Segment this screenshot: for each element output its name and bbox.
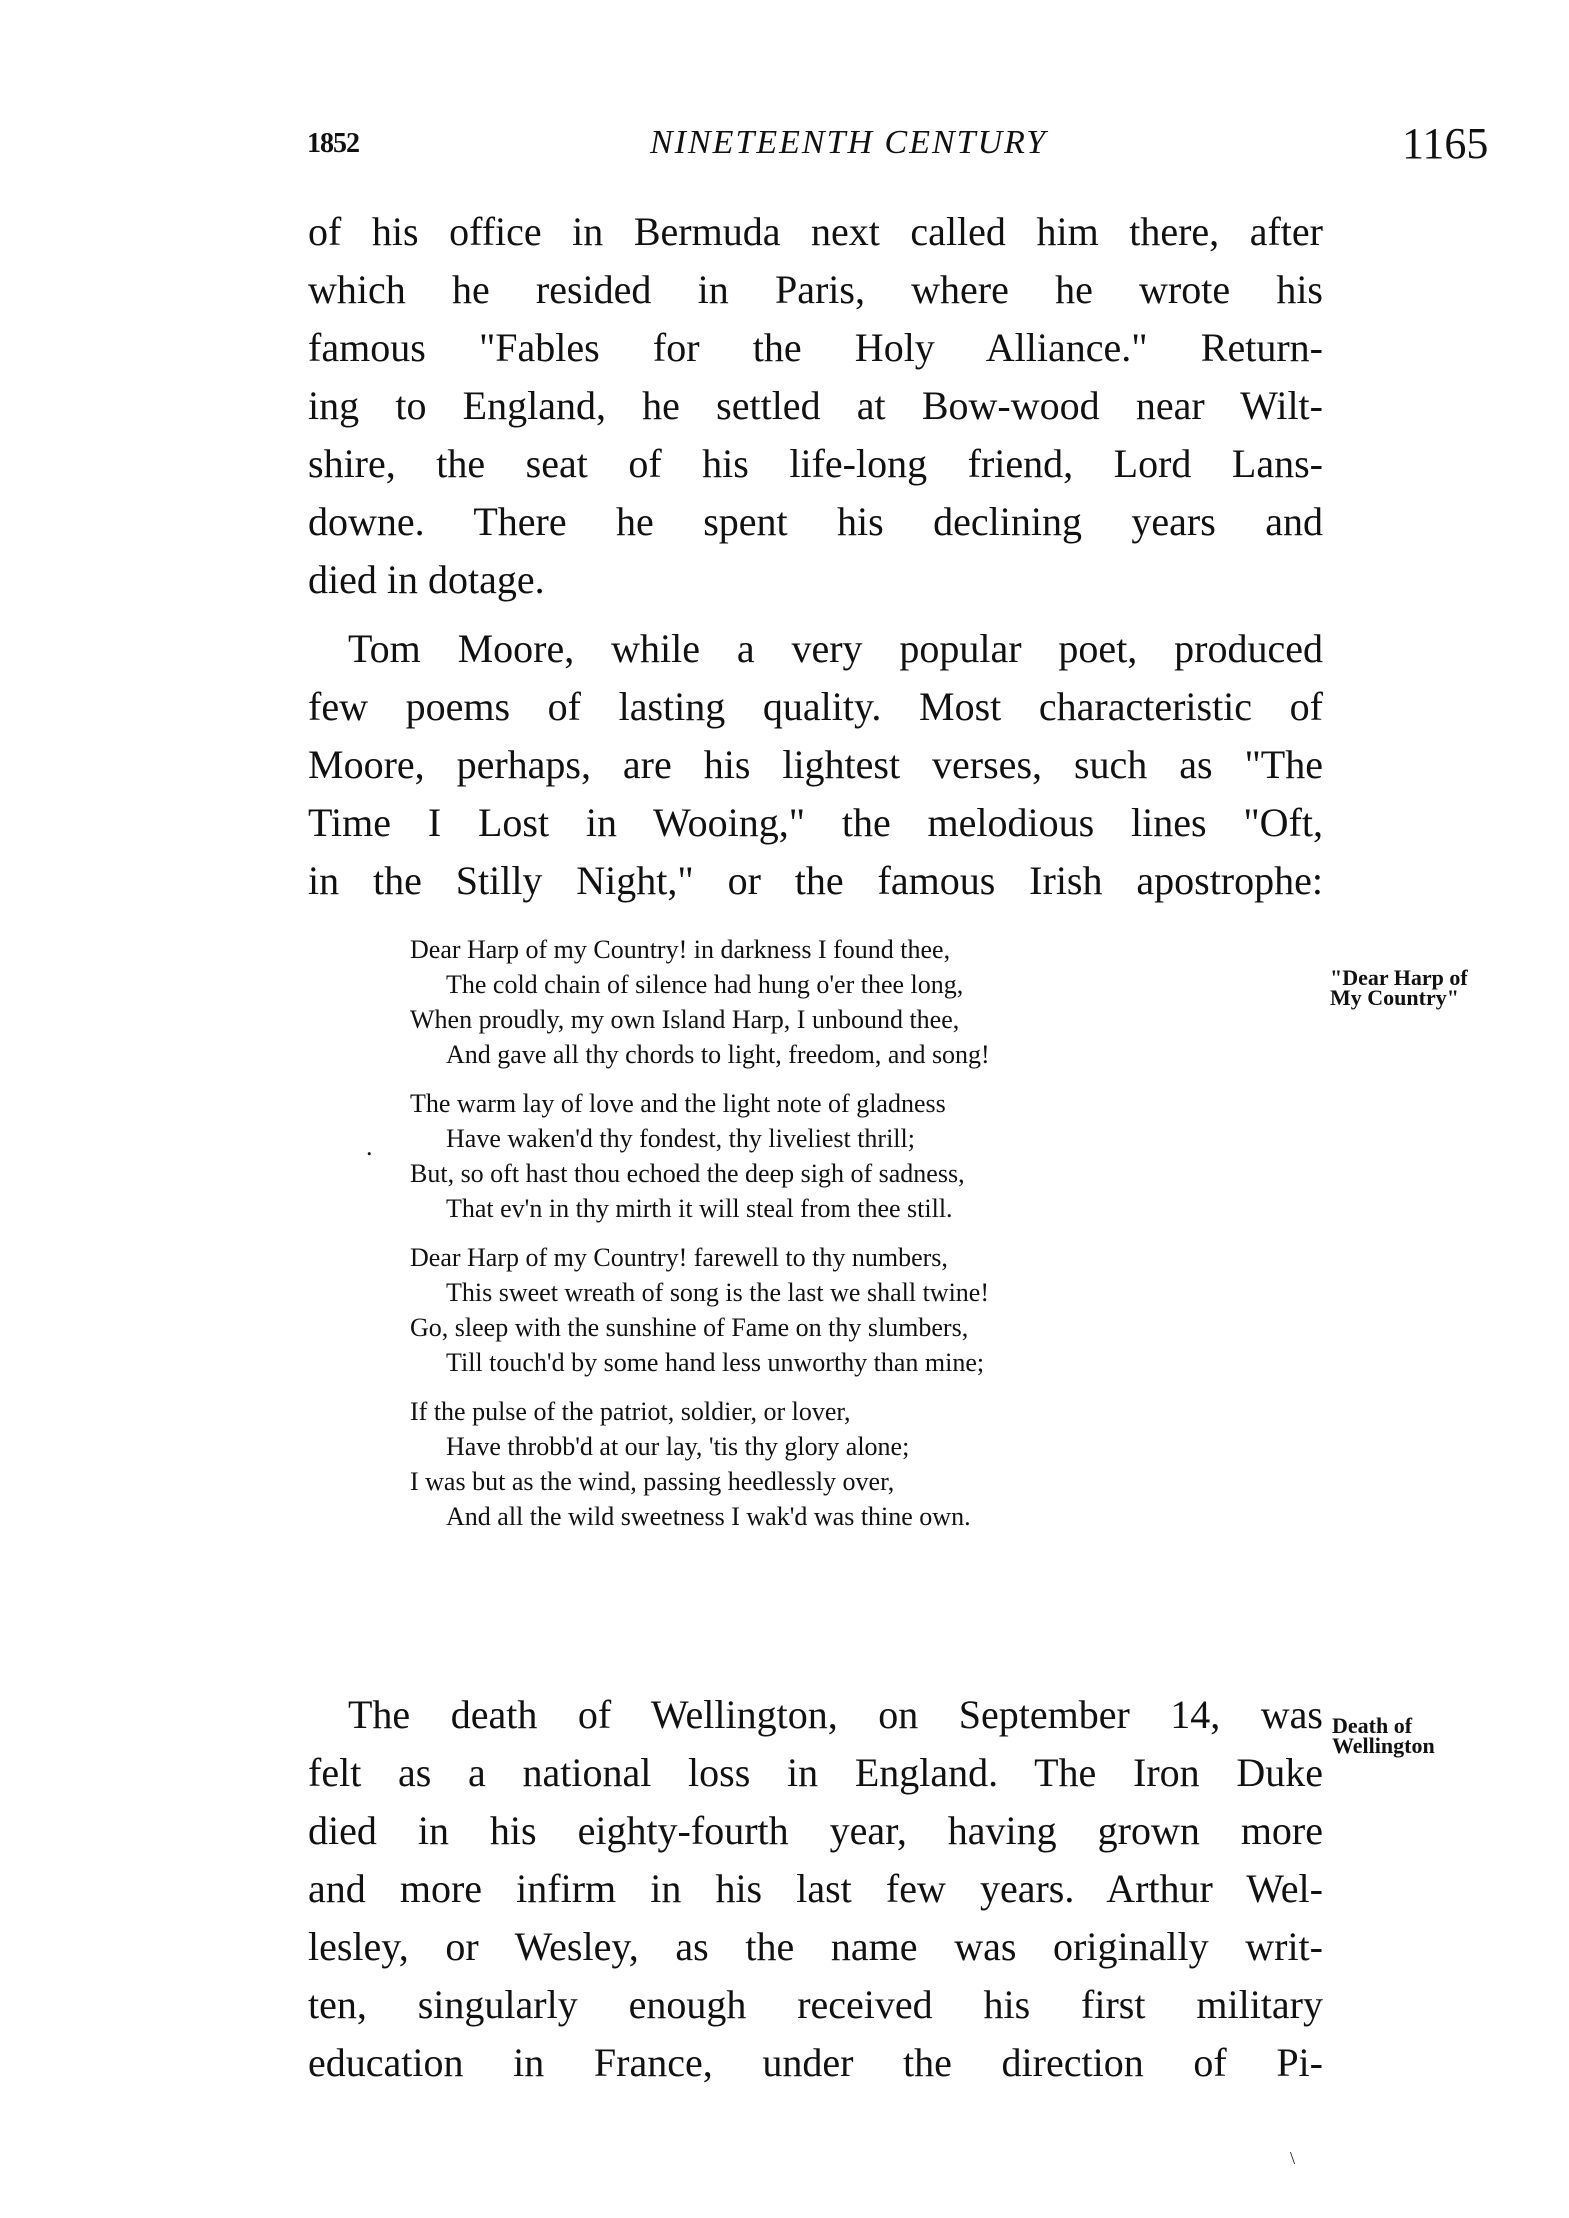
text-line: Moore, perhaps, are his lightest verses, such as "The bbox=[308, 742, 1323, 787]
paragraph-moore-poetry bbox=[308, 620, 1323, 910]
poem-line: Till touch'd by some hand less unworthy than mine; bbox=[446, 1348, 985, 1377]
text-line: famous "Fables for the Holy Alliance." Return- bbox=[308, 325, 1323, 370]
poem-line: And all the wild sweetness I wak'd was thine own. bbox=[446, 1502, 971, 1531]
text-line: in the Stilly Night," or the famous Irish apostrophe: bbox=[308, 858, 1323, 903]
poem-line: Have waken'd thy fondest, thy liveliest thrill; bbox=[446, 1124, 915, 1153]
poem-line: Have throbb'd at our lay, 'tis thy glory alone; bbox=[446, 1432, 910, 1461]
poem-stanza bbox=[410, 1086, 990, 1226]
text-line: and more infirm in his last few years. Arthur Wel- bbox=[308, 1866, 1323, 1911]
text-line: felt as a national loss in England. The Iron Duke bbox=[308, 1750, 1323, 1795]
poem-line: The cold chain of silence had hung o'er thee long, bbox=[446, 970, 964, 999]
page-number: 1165 bbox=[1402, 119, 1489, 168]
stray-mark: . bbox=[366, 1132, 373, 1161]
footer-mark: \ bbox=[1290, 2148, 1296, 2168]
poem-dear-harp bbox=[410, 932, 990, 1548]
text-line: which he resided in Paris, where he wrote his bbox=[308, 267, 1323, 312]
poem-line: Go, sleep with the sunshine of Fame on thy slumbers, bbox=[410, 1313, 969, 1342]
paragraph-moore-bio bbox=[308, 203, 1323, 609]
margin-note-wellington: Death of Wellington bbox=[1332, 1713, 1435, 1758]
poem-stanza bbox=[410, 1240, 990, 1380]
poem-line: And gave all thy chords to light, freedom, and song! bbox=[446, 1040, 990, 1069]
text-line: The death of Wellington, on September 14, was bbox=[348, 1692, 1323, 1737]
poem-line: When proudly, my own Island Harp, I unbound thee, bbox=[410, 1005, 960, 1034]
poem-line: Dear Harp of my Country! farewell to thy numbers, bbox=[410, 1243, 948, 1272]
poem-line: That ev'n in thy mirth it will steal from thee still. bbox=[446, 1194, 953, 1223]
text-line: shire, the seat of his life-long friend, Lord Lans- bbox=[308, 441, 1323, 486]
text-line: of his office in Bermuda next called him there, after bbox=[308, 209, 1323, 254]
poem-line: If the pulse of the patriot, soldier, or lover, bbox=[410, 1397, 851, 1426]
running-header-title: NINETEENTH CENTURY bbox=[650, 124, 1048, 161]
text-line: downe. There he spent his declining years and bbox=[308, 499, 1323, 544]
text-line: Tom Moore, while a very popular poet, produced bbox=[348, 626, 1323, 671]
text-line: died in his eighty-fourth year, having grown more bbox=[308, 1808, 1323, 1853]
poem-line: The warm lay of love and the light note of gladness bbox=[410, 1089, 946, 1118]
text-line: few poems of lasting quality. Most characteristic of bbox=[308, 684, 1323, 729]
poem-line: But, so oft hast thou echoed the deep sigh of sadness, bbox=[410, 1159, 965, 1188]
poem-line: I was but as the wind, passing heedlessly over, bbox=[410, 1467, 895, 1496]
text-line: died in dotage. bbox=[308, 557, 545, 602]
poem-line: This sweet wreath of song is the last we shall twine! bbox=[446, 1278, 989, 1307]
text-line: lesley, or Wesley, as the name was originally writ- bbox=[308, 1924, 1323, 1969]
text-line: ten, singularly enough received his first military bbox=[308, 1982, 1323, 2027]
margin-note-harp: "Dear Harp of My Country" bbox=[1330, 965, 1468, 1010]
poem-stanza bbox=[410, 1394, 990, 1534]
text-line: Time I Lost in Wooing," the melodious lines "Oft, bbox=[308, 800, 1323, 845]
poem-line: Dear Harp of my Country! in darkness I found thee, bbox=[410, 935, 951, 964]
paragraph-wellington bbox=[308, 1686, 1323, 2092]
running-header-year: 1852 bbox=[307, 128, 359, 159]
text-line: ing to England, he settled at Bow-wood near Wilt- bbox=[308, 383, 1323, 428]
poem-stanza bbox=[410, 932, 990, 1072]
text-line: education in France, under the direction of Pi- bbox=[308, 2040, 1323, 2085]
